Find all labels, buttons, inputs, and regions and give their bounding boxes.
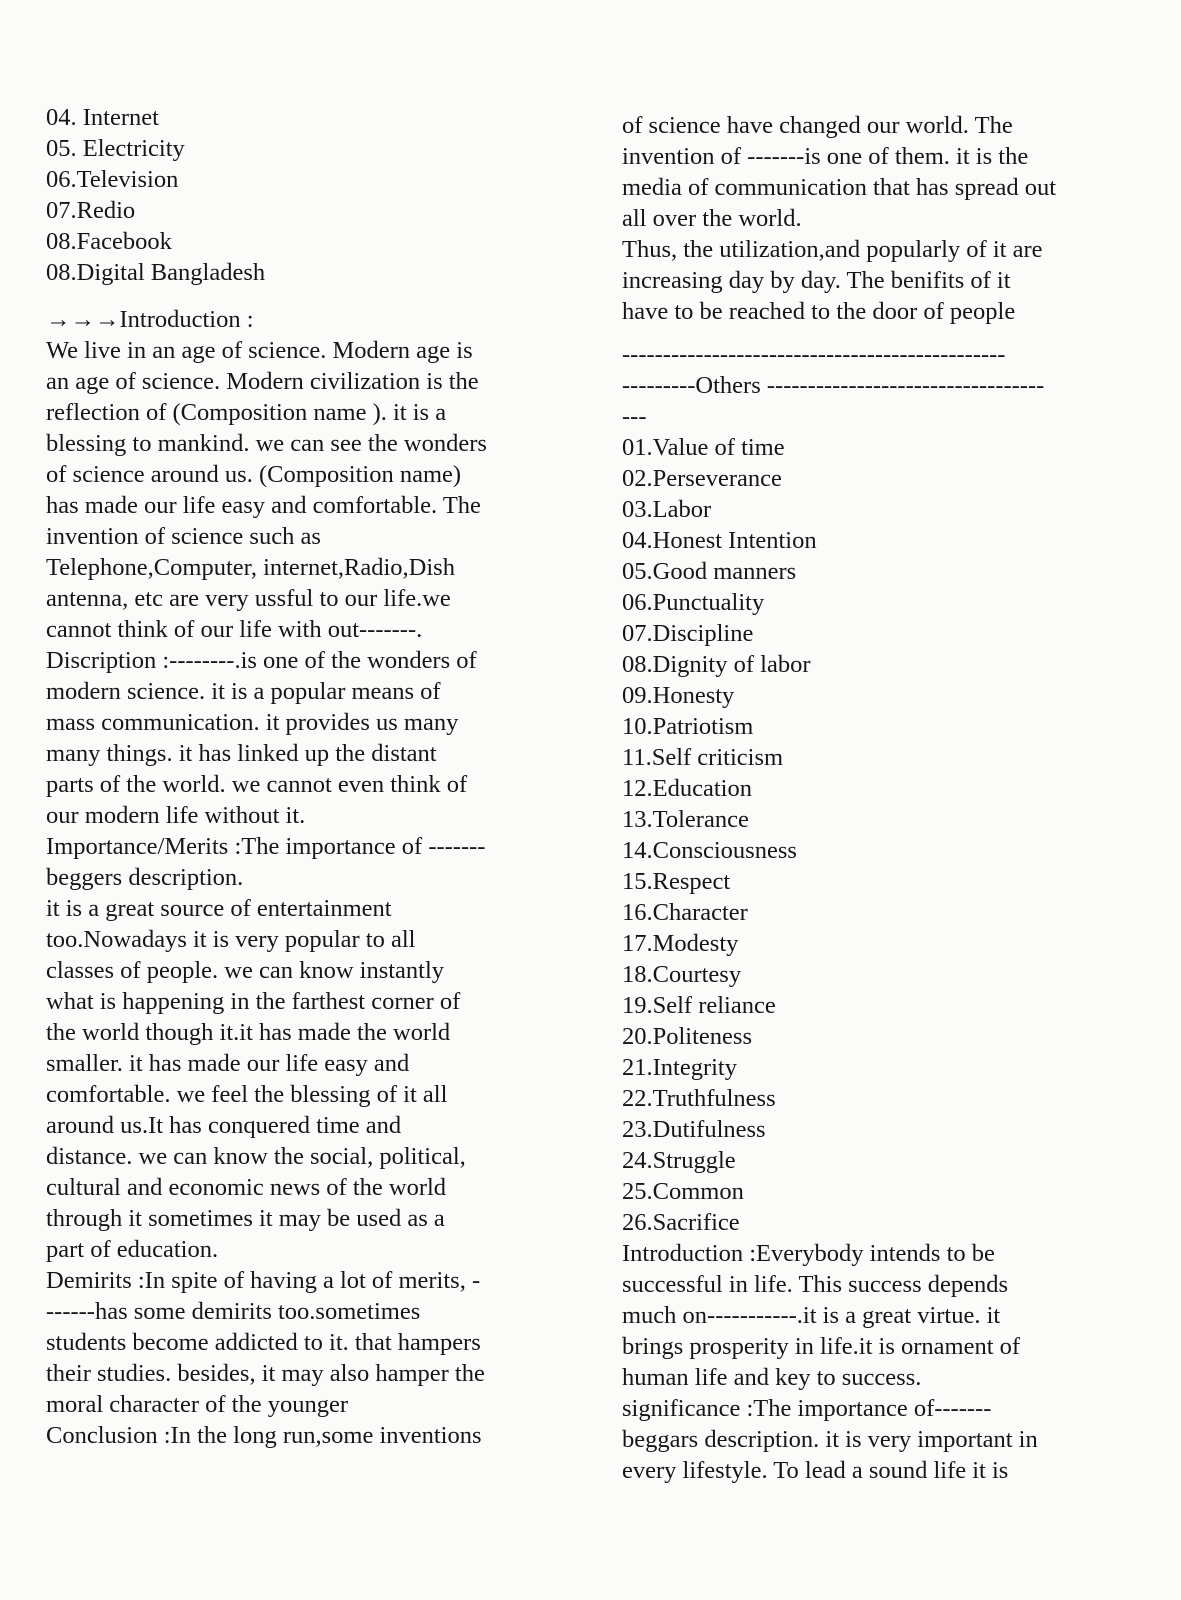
text-line: of science around us. (Composition name) — [46, 461, 462, 488]
list-item: 09.Honesty — [622, 682, 735, 709]
list-item: 07.Discipline — [622, 620, 754, 647]
list-item: 13.Tolerance — [622, 806, 749, 833]
list-item: 08.Facebook — [46, 228, 172, 255]
list-item: 19.Self reliance — [622, 992, 776, 1019]
text-line: ------has some demirits too.sometimes — [46, 1298, 421, 1325]
list-item: 25.Common — [622, 1178, 744, 1205]
text-line: invention of -------is one of them. it is the — [622, 143, 1029, 170]
text-line: mass communication. it provides us many — [46, 709, 459, 736]
text-line: successful in life. This success depends — [622, 1271, 1009, 1298]
text-line: Demirits :In spite of having a lot of merits, - — [46, 1267, 481, 1294]
list-item: 20.Politeness — [622, 1023, 752, 1050]
text-line: all over the world. — [622, 205, 802, 232]
list-item: 05. Electricity — [46, 135, 185, 162]
list-item: 15.Respect — [622, 868, 731, 895]
text-line: our modern life without it. — [46, 802, 306, 829]
composition-body — [46, 304, 566, 1451]
text-line: of science have changed our world. The — [622, 112, 1013, 139]
text-line: what is happening in the farthest corner of — [46, 988, 461, 1015]
others-separator — [622, 339, 1122, 432]
list-item: 03.Labor — [622, 496, 712, 523]
text-line: an age of science. Modern civilization is the — [46, 368, 479, 395]
text-line: beggars description. it is very important in — [622, 1426, 1038, 1453]
text-line: students become addicted to it. that hampers — [46, 1329, 481, 1356]
topic-list — [46, 102, 566, 288]
text-line: significance :The importance of------- — [622, 1395, 992, 1422]
list-item: 16.Character — [622, 899, 748, 926]
text-line: classes of people. we can know instantly — [46, 957, 445, 984]
text-line: the world though it.it has made the world — [46, 1019, 451, 1046]
list-item: 11.Self criticism — [622, 744, 784, 771]
text-line: parts of the world. we cannot even think of — [46, 771, 468, 798]
list-item: 10.Patriotism — [622, 713, 754, 740]
list-item: 06.Television — [46, 166, 179, 193]
spacer — [46, 288, 566, 304]
text-line: comfortable. we feel the blessing of it all — [46, 1081, 448, 1108]
list-item: 22.Truthfulness — [622, 1085, 776, 1112]
text-line: human life and key to success. — [622, 1364, 922, 1391]
text-line: much on-----------.it is a great virtue. it — [622, 1302, 1001, 1329]
text-line: every lifestyle. To lead a sound life it is — [622, 1457, 1009, 1484]
text-line: We live in an age of science. Modern age is — [46, 337, 473, 364]
separator-line: ----------------------------------------------- — [622, 341, 1006, 368]
text-line: media of communication that has spread out — [622, 174, 1057, 201]
list-item: 06.Punctuality — [622, 589, 765, 616]
text-line: have to be reached to the door of people — [622, 298, 1016, 325]
list-item: 26.Sacrifice — [622, 1209, 740, 1236]
list-item: 05.Good manners — [622, 558, 797, 585]
list-item: 08.Dignity of labor — [622, 651, 811, 678]
text-line: part of education. — [46, 1236, 219, 1263]
separator-line: --- — [622, 403, 647, 430]
list-item: 21.Integrity — [622, 1054, 737, 1081]
text-line: around us.It has conquered time and — [46, 1112, 402, 1139]
text-line: blessing to mankind. we can see the wonders — [46, 430, 487, 457]
left-column — [46, 102, 566, 1451]
text-line: increasing day by day. The benifits of it — [622, 267, 1011, 294]
others-list — [622, 432, 1122, 1238]
text-line: cultural and economic news of the world — [46, 1174, 447, 1201]
right-column — [622, 110, 1122, 1486]
text-line: Introduction :Everybody intends to be — [622, 1240, 995, 1267]
text-line: Conclusion :In the long run,some inventions — [46, 1422, 482, 1449]
text-line: through it sometimes it may be used as a — [46, 1205, 445, 1232]
text-line: Discription :--------.is one of the wonders of — [46, 647, 477, 674]
text-line: antenna, etc are very ussful to our life.we — [46, 585, 451, 612]
text-line: Thus, the utilization,and popularly of it are — [622, 236, 1043, 263]
text-line: it is a great source of entertainment — [46, 895, 392, 922]
list-item: 04.Honest Intention — [622, 527, 817, 554]
list-item: 12.Education — [622, 775, 752, 802]
text-line: brings prosperity in life.it is ornament of — [622, 1333, 1021, 1360]
conclusion-continued — [622, 110, 1122, 327]
text-line: many things. it has linked up the distant — [46, 740, 437, 767]
list-item: 23.Dutifulness — [622, 1116, 766, 1143]
list-item: 24.Struggle — [622, 1147, 736, 1174]
text-line: cannot think of our life with out-------. — [46, 616, 423, 643]
virtue-composition — [622, 1238, 1122, 1486]
text-line: invention of science such as — [46, 523, 321, 550]
text-line: modern science. it is a popular means of — [46, 678, 441, 705]
text-line: has made our life easy and comfortable. The — [46, 492, 481, 519]
list-item: 18.Courtesy — [622, 961, 742, 988]
text-line: Importance/Merits :The importance of ------- — [46, 833, 486, 860]
list-item: 08.Digital Bangladesh — [46, 259, 266, 286]
text-line: smaller. it has made our life easy and — [46, 1050, 410, 1077]
text-line: too.Nowadays it is very popular to all — [46, 926, 416, 953]
list-item: 04. Internet — [46, 104, 159, 131]
text-line: →→→Introduction : — [46, 306, 254, 333]
list-item: 17.Modesty — [622, 930, 739, 957]
text-line: moral character of the younger — [46, 1391, 349, 1418]
text-line: Telephone,Computer, internet,Radio,Dish — [46, 554, 455, 581]
text-line: reflection of (Composition name ). it is a — [46, 399, 447, 426]
list-item: 01.Value of time — [622, 434, 785, 461]
spacer — [622, 327, 1122, 339]
text-line: beggers description. — [46, 864, 244, 891]
separator-line: ---------Others ---------------------------------- — [622, 372, 1045, 399]
text-line: distance. we can know the social, political, — [46, 1143, 466, 1170]
list-item: 14.Consciousness — [622, 837, 797, 864]
list-item: 07.Redio — [46, 197, 136, 224]
list-item: 02.Perseverance — [622, 465, 782, 492]
text-line: their studies. besides, it may also hamper the — [46, 1360, 485, 1387]
